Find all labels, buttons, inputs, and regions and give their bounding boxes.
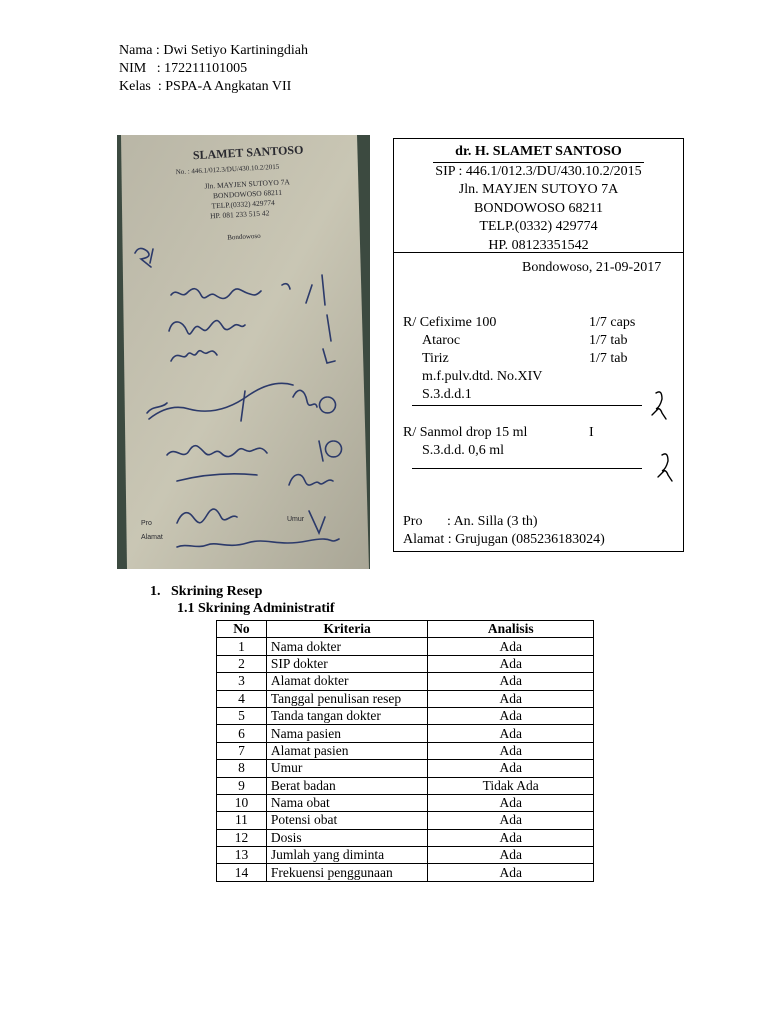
- r1-drug-2: Ataroc: [422, 333, 461, 348]
- row-analysis: Ada: [428, 742, 594, 759]
- photo-city: BONDOWOSO 68211: [212, 187, 283, 201]
- subsection-title: 1.1 Skrining Administratif: [177, 601, 335, 616]
- row-criteria: Alamat pasien: [266, 742, 428, 759]
- screening-table: [216, 620, 594, 882]
- table-row: [217, 864, 594, 881]
- patient-address: Alamat : Grujugan (085236183024): [403, 532, 605, 547]
- row-number: 2: [217, 655, 267, 672]
- table-row: [217, 812, 594, 829]
- r1-qty-2: 1/7 tab: [589, 333, 628, 348]
- row-analysis: Ada: [428, 707, 594, 724]
- row-criteria: Nama obat: [266, 794, 428, 811]
- row-number: 9: [217, 777, 267, 794]
- row-criteria: Alamat dokter: [266, 673, 428, 690]
- photo-place: Bondowoso: [227, 231, 261, 242]
- photo-address: Jln. MAYJEN SUTOYO 7A: [204, 177, 291, 191]
- table-row: [217, 847, 594, 864]
- table-row: [217, 725, 594, 742]
- row-criteria: Dosis: [266, 829, 428, 846]
- row-number: 5: [217, 707, 267, 724]
- prescription-header: [394, 139, 683, 253]
- photo-telp: TELP.(0332) 429774: [211, 198, 276, 211]
- row-criteria: SIP dokter: [266, 655, 428, 672]
- r2-drug: R/ Sanmol drop 15 ml: [403, 425, 528, 440]
- row-analysis: Ada: [428, 760, 594, 777]
- row-number: 7: [217, 742, 267, 759]
- row-number: 14: [217, 864, 267, 881]
- r1-divider: [412, 405, 642, 406]
- row-analysis: Ada: [428, 794, 594, 811]
- table-row: [217, 690, 594, 707]
- row-analysis: Tidak Ada: [428, 777, 594, 794]
- photo-umur-label: Umur: [287, 516, 305, 523]
- prescription-body: [394, 253, 683, 550]
- row-criteria: Frekuensi penggunaan: [266, 864, 428, 881]
- table-row: [217, 673, 594, 690]
- table-row: [217, 760, 594, 777]
- row-criteria: Tanggal penulisan resep: [266, 690, 428, 707]
- r1-drug-1: R/ Cefixime 100: [403, 315, 497, 330]
- row-criteria: Jumlah yang diminta: [266, 847, 428, 864]
- row-number: 3: [217, 673, 267, 690]
- row-analysis: Ada: [428, 655, 594, 672]
- doctor-city: BONDOWOSO 68211: [474, 200, 603, 216]
- signature-icon: [654, 451, 678, 483]
- student-info: [119, 42, 308, 96]
- doctor-hp: HP. 08123351542: [488, 237, 589, 253]
- photo-sip: No. : 446.1/012.3/DU/430.10.2/2015: [175, 162, 280, 177]
- row-number: 8: [217, 760, 267, 777]
- student-name: Nama : Dwi Setiyo Kartiningdiah: [119, 43, 308, 58]
- row-number: 11: [217, 812, 267, 829]
- table-row: [217, 794, 594, 811]
- row-analysis: Ada: [428, 673, 594, 690]
- row-analysis: Ada: [428, 847, 594, 864]
- r1-instruction: m.f.pulv.dtd. No.XIV: [422, 369, 543, 384]
- student-class: Kelas : PSPA-A Angkatan VII: [119, 79, 292, 94]
- typed-prescription: [393, 138, 684, 552]
- row-criteria: Potensi obat: [266, 812, 428, 829]
- photo-alamat-label: Alamat: [141, 534, 163, 541]
- row-number: 12: [217, 829, 267, 846]
- prescription-photo: [117, 135, 370, 569]
- row-number: 4: [217, 690, 267, 707]
- table-header-row: [217, 621, 594, 638]
- prescription-date: Bondowoso, 21-09-2017: [522, 260, 662, 275]
- row-analysis: Ada: [428, 725, 594, 742]
- row-criteria: Nama dokter: [266, 638, 428, 655]
- row-analysis: Ada: [428, 638, 594, 655]
- r2-divider: [412, 468, 642, 469]
- doctor-address: Jln. MAYJEN SUTOYO 7A: [458, 182, 619, 197]
- r2-signa: S.3.d.d. 0,6 ml: [422, 443, 505, 458]
- photo-hp: HP. 081 233 515 42: [209, 208, 270, 221]
- table-row: [217, 777, 594, 794]
- r2-qty: I: [589, 425, 594, 440]
- signature-icon: [648, 389, 672, 421]
- table-row: [217, 742, 594, 759]
- row-criteria: Berat badan: [266, 777, 428, 794]
- row-criteria: Nama pasien: [266, 725, 428, 742]
- row-number: 13: [217, 847, 267, 864]
- student-nim: NIM : 172211101005: [119, 61, 248, 76]
- section-title: 1. Skrining Resep: [150, 584, 263, 599]
- r1-qty-3: 1/7 tab: [589, 351, 628, 366]
- row-analysis: Ada: [428, 829, 594, 846]
- table-row: [217, 707, 594, 724]
- row-analysis: Ada: [428, 864, 594, 881]
- column-header: Kriteria: [266, 621, 428, 638]
- doctor-sip: SIP : 446.1/012.3/DU/430.10.2/2015: [435, 163, 642, 179]
- table-row: [217, 829, 594, 846]
- patient-name: Pro : An. Silla (3 th): [403, 514, 538, 529]
- column-header: Analisis: [428, 621, 594, 638]
- column-header: No: [217, 621, 267, 638]
- row-analysis: Ada: [428, 690, 594, 707]
- table-row: [217, 655, 594, 672]
- r1-signa: S.3.d.d.1: [422, 387, 472, 402]
- doctor-telp: TELP.(0332) 429774: [479, 219, 598, 234]
- r1-qty-1: 1/7 caps: [589, 315, 636, 330]
- doctor-name: dr. H. SLAMET SANTOSO: [433, 143, 644, 163]
- row-number: 10: [217, 794, 267, 811]
- row-criteria: Tanda tangan dokter: [266, 707, 428, 724]
- r1-drug-3: Tiriz: [422, 351, 449, 366]
- row-number: 6: [217, 725, 267, 742]
- row-analysis: Ada: [428, 812, 594, 829]
- photo-pro-label: Pro: [141, 520, 152, 527]
- table-row: [217, 638, 594, 655]
- row-criteria: Umur: [266, 760, 428, 777]
- photo-doctor: SLAMET SANTOSO: [192, 142, 304, 163]
- row-number: 1: [217, 638, 267, 655]
